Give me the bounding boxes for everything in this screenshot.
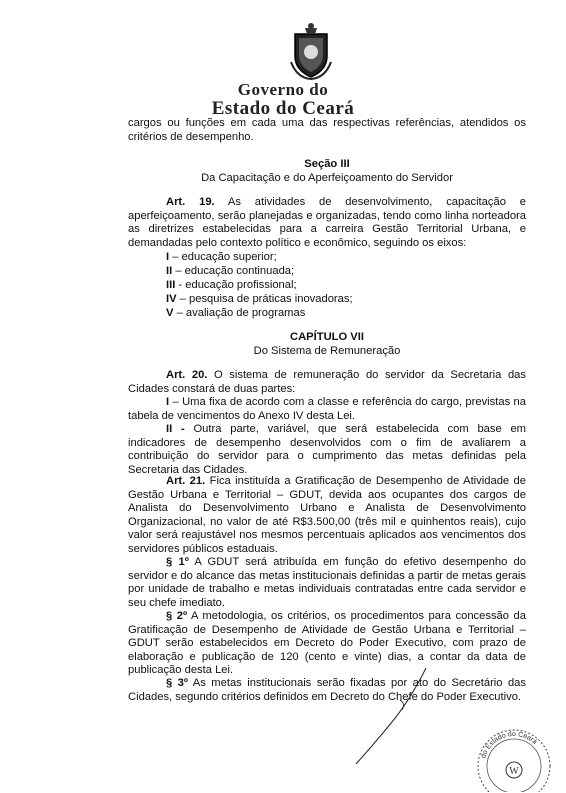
art20-label: Art. 20. (166, 369, 208, 381)
eixo-number: II (166, 265, 173, 277)
governo-heading: Governo do (237, 80, 329, 99)
art19-label: Art. 19. (166, 196, 215, 208)
eixo-item (128, 279, 564, 293)
svg-text:do Estado do Ceará (480, 731, 538, 759)
eixo-text: – avaliação de programas (173, 307, 306, 319)
signature-mark (340, 660, 450, 770)
eixo-item (128, 265, 564, 279)
paragrafo-1 (128, 556, 526, 610)
estado-heading: Estado do Ceará (211, 98, 355, 119)
art19-text: As atividades de desenvolvimento, capacitação e aperfeiçoamento, serão planejadas e organizadas, tendo como linha norteadora as diretrizes estabelecidas para a carreira Gestão Territorial Urbana, e demandadas pelo contexto político e econômico, seguindo os eixos: (128, 196, 526, 249)
official-seal-stamp (470, 722, 552, 792)
eixo-item (128, 307, 564, 321)
inciso-number: I (166, 396, 170, 408)
art20-text: O sistema de remuneração do servidor da Secretaria das Cidades constará de duas partes: (128, 369, 526, 395)
art21-text: Fica instituída a Gratificação de Desempenho de Atividade de Gestão Urbana e Territorial – GDUT, devida aos ocupantes dos cargos de Analista do Desenvolvimento Urbano e Analista de Desenvolvimento Organizacional, no valor de até R$3.500,00 (três mil e quinhentos reais), cujo valor será reajustável nos mesmos percentuais aplicados aos vencimentos dos servidores públicos estaduais. (128, 475, 526, 555)
paragrafo-label: § 3º (166, 677, 188, 689)
paragrafo-label: § 1º (166, 556, 189, 568)
eixo-text: – educação superior; (169, 251, 277, 263)
inciso-text: – Uma fixa de acordo com a classe e referência do cargo, previstas na tabela de vencimentos do Anexo IV desta Lei. (128, 396, 526, 422)
eixo-number: V (166, 307, 174, 319)
capitulo-heading: CAPÍTULO VII (290, 331, 364, 343)
art19-paragraph (128, 196, 526, 250)
secao-title: Da Capacitação e do Aperfeiçoamento do Servidor (201, 172, 453, 184)
paragrafo-2 (128, 610, 526, 678)
eixo-number: IV (166, 293, 177, 305)
seal-text: do Estado do Ceará (480, 730, 539, 760)
intro-paragraph: cargos ou funções em cada uma das respectivas referências, atendidos os critérios de desempenho. (128, 117, 526, 143)
paragrafo-3 (128, 677, 526, 704)
eixo-text: – pesquisa de práticas inovadoras; (176, 293, 353, 305)
art20-inciso-ii (128, 423, 526, 477)
art21-label: Art. 21. (166, 475, 206, 487)
eixo-number: I (166, 251, 170, 263)
art20-paragraph (128, 369, 526, 396)
eixo-number: III (166, 279, 176, 291)
eixo-text: – educação continuada; (172, 265, 295, 277)
paragrafo-text: As metas institucionais serão fixadas por ato do Secretário das Cidades, segundo critérios definidos em Decreto do Chefe do Poder Executivo. (128, 677, 526, 703)
secao-heading: Seção III (304, 158, 350, 170)
inciso-number: II - (166, 423, 185, 435)
inciso-text: Outra parte, variável, que será estabelecida com base em indicadores de desempenho desenvolvidos com o fim de avaliarem a contribuição do servidor para o cumprimento das metas definidas pela Secretaria das Cidades. (128, 423, 527, 476)
art20-inciso-i (128, 396, 526, 423)
eixo-item (128, 293, 564, 307)
seal-initials: W (509, 766, 519, 777)
eixo-item (128, 251, 564, 265)
state-coat-of-arms-icon (287, 22, 335, 80)
paragrafo-label: § 2º (166, 610, 188, 622)
eixo-text: - educação profissional; (175, 279, 297, 291)
paragrafo-text: A metodologia, os critérios, os procedimentos para concessão da Gratificação de Desempenho de Atividade de Gestão Urbana e Territorial – GDUT serão estabelecidos em Decreto do Poder Executivo, com prazo de elaboração e publicação de 120 (cento e vinte) dias, a contar da data de publicação desta Lei. (128, 610, 526, 677)
art21-paragraph (128, 475, 526, 557)
paragrafo-text: A GDUT será atribuída em função do efetivo desempenho do servidor e do alcance das metas institucionais definidas a partir de metas gerais por unidade de trabalho e metas individuais contratadas entre cada servidor e seu chefe imediato. (128, 556, 527, 609)
capitulo-title: Do Sistema de Remuneração (253, 345, 401, 357)
